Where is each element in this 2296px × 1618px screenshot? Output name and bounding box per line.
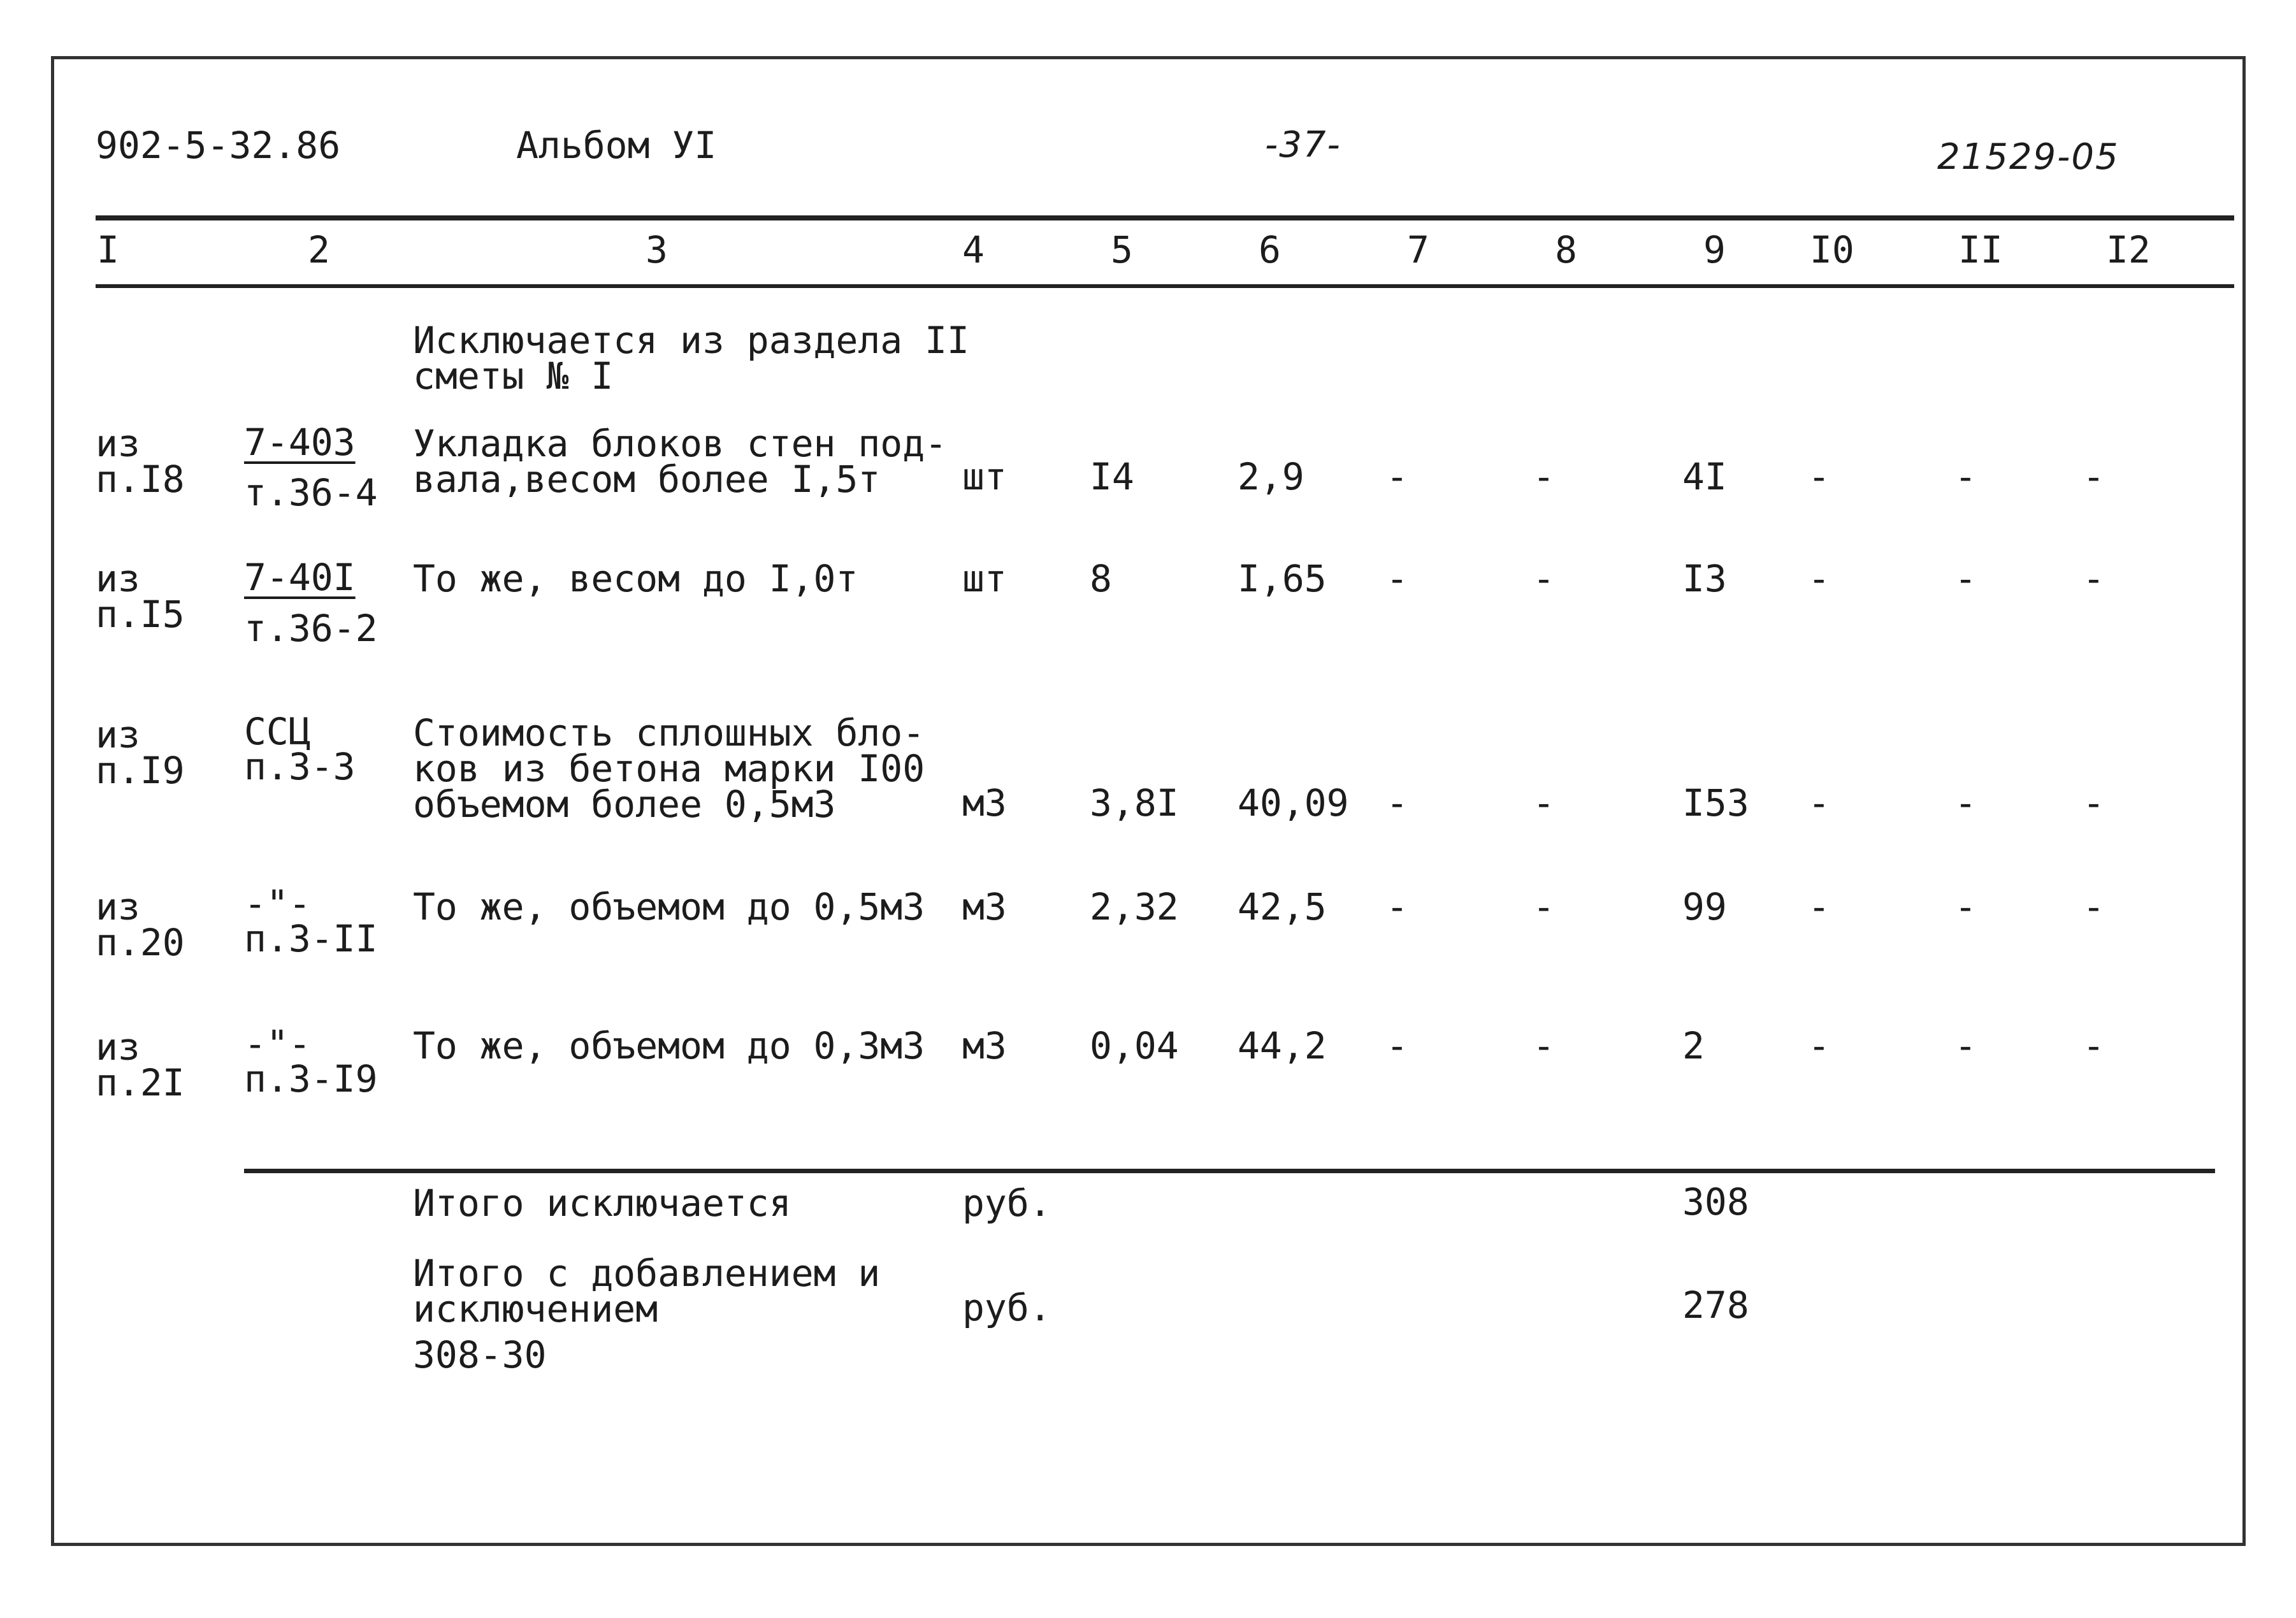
row3-qty: 3,8I <box>1090 781 1179 825</box>
row5-code-bottom: п.3-I9 <box>244 1057 378 1101</box>
total-excluded-unit: руб. <box>962 1181 1051 1225</box>
row4-name: То же, объемом до 0,5м3 <box>413 885 925 928</box>
total-combined-value: 278 <box>1682 1283 1749 1327</box>
total-combined-label: Итого с добавлением и исключением <box>413 1252 881 1331</box>
row5-col9: 2 <box>1682 1024 1705 1067</box>
col-12: I2 <box>2106 228 2151 271</box>
row1-col11: - <box>1954 455 1977 498</box>
col-9: 9 <box>1703 228 1726 271</box>
row4-price: 42,5 <box>1238 885 1327 928</box>
row2-col8: - <box>1533 557 1555 600</box>
row5-name: То же, объемом до 0,3м3 <box>413 1024 925 1067</box>
row4-col12: - <box>2083 885 2105 928</box>
stamp-number: 21529-05 <box>1937 136 2119 178</box>
col-2: 2 <box>308 228 330 271</box>
row2-qty: 8 <box>1090 557 1112 600</box>
row4-unit: м3 <box>962 885 1007 928</box>
col-10: I0 <box>1810 228 1854 271</box>
row5-col8: - <box>1533 1024 1555 1067</box>
row1-col9: 4I <box>1682 455 1727 498</box>
row5-qty: 0,04 <box>1090 1024 1179 1067</box>
col-7: 7 <box>1407 228 1429 271</box>
total-combined-unit: руб. <box>962 1286 1051 1329</box>
row3-price: 40,09 <box>1238 781 1349 825</box>
row5-position: из п.2I <box>96 1025 185 1104</box>
row3-col8: - <box>1533 781 1555 825</box>
row4-position: из п.20 <box>96 885 185 964</box>
row5-col12: - <box>2083 1024 2105 1067</box>
row1-unit: шт <box>962 455 1007 498</box>
row1-col7: - <box>1386 455 1408 498</box>
row3-code-bottom: п.3-3 <box>244 745 356 788</box>
row4-code-bottom: п.3-II <box>244 917 378 960</box>
row3-col10: - <box>1808 781 1830 825</box>
row2-code-top: 7-40I <box>244 556 356 599</box>
row1-code-bottom: т.36-4 <box>244 471 378 514</box>
header-bottom-rule <box>96 284 2234 288</box>
row3-position: из п.I9 <box>96 713 185 792</box>
row2-unit: шт <box>962 557 1007 600</box>
row3-unit: м3 <box>962 781 1007 825</box>
total-formula: 308-30 <box>413 1333 547 1376</box>
row2-col11: - <box>1954 557 1977 600</box>
row1-col10: - <box>1808 455 1830 498</box>
row2-price: I,65 <box>1238 557 1327 600</box>
row4-qty: 2,32 <box>1090 885 1179 928</box>
row4-col11: - <box>1954 885 1977 928</box>
header-top-rule <box>96 215 2234 220</box>
row1-col12: - <box>2083 455 2105 498</box>
row1-code-top: 7-403 <box>244 421 356 464</box>
row4-code-top: -"- <box>244 882 311 925</box>
row4-col10: - <box>1808 885 1830 928</box>
album-label: Альбом УI <box>516 124 717 167</box>
row2-col12: - <box>2083 557 2105 600</box>
row2-name: То же, весом до I,0т <box>413 557 858 600</box>
row3-col9: I53 <box>1682 781 1749 825</box>
row1-name: Укладка блоков стен под- вала,весом более I,5т <box>413 422 948 501</box>
row2-col10: - <box>1808 557 1830 600</box>
row3-code-top: ССЦ <box>244 710 311 753</box>
col-11: II <box>1958 228 2003 271</box>
col-8: 8 <box>1555 228 1577 271</box>
row5-unit: м3 <box>962 1024 1007 1067</box>
row2-position: из п.I5 <box>96 557 185 636</box>
section-intro: Исключается из раздела II сметы № I <box>413 319 969 398</box>
col-6: 6 <box>1259 228 1281 271</box>
row5-code-top: -"- <box>244 1022 311 1065</box>
row5-price: 44,2 <box>1238 1024 1327 1067</box>
total-excluded-value: 308 <box>1682 1180 1749 1224</box>
row3-col12: - <box>2083 781 2105 825</box>
col-5: 5 <box>1111 228 1133 271</box>
row2-code-bottom: т.36-2 <box>244 607 378 650</box>
row5-col11: - <box>1954 1024 1977 1067</box>
row4-col7: - <box>1386 885 1408 928</box>
row1-qty: I4 <box>1090 455 1134 498</box>
row2-col9: I3 <box>1682 557 1727 600</box>
total-excluded-label: Итого исключается <box>413 1181 791 1225</box>
col-3: 3 <box>646 228 668 271</box>
row3-col7: - <box>1386 781 1408 825</box>
row5-col7: - <box>1386 1024 1408 1067</box>
row1-col8: - <box>1533 455 1555 498</box>
col-1: I <box>97 228 119 271</box>
row3-name: Стоимость сплошных бло- ков из бетона марки I00 объемом более 0,5м3 <box>413 711 925 826</box>
col-4: 4 <box>962 228 985 271</box>
row3-col11: - <box>1954 781 1977 825</box>
row1-position: из п.I8 <box>96 422 185 501</box>
row4-col9: 99 <box>1682 885 1727 928</box>
row5-col10: - <box>1808 1024 1830 1067</box>
doc-code: 902-5-32.86 <box>96 124 341 167</box>
totals-rule <box>244 1169 2215 1173</box>
row4-col8: - <box>1533 885 1555 928</box>
row2-col7: - <box>1386 557 1408 600</box>
row1-price: 2,9 <box>1238 455 1304 498</box>
page-number: -37- <box>1265 124 1341 166</box>
